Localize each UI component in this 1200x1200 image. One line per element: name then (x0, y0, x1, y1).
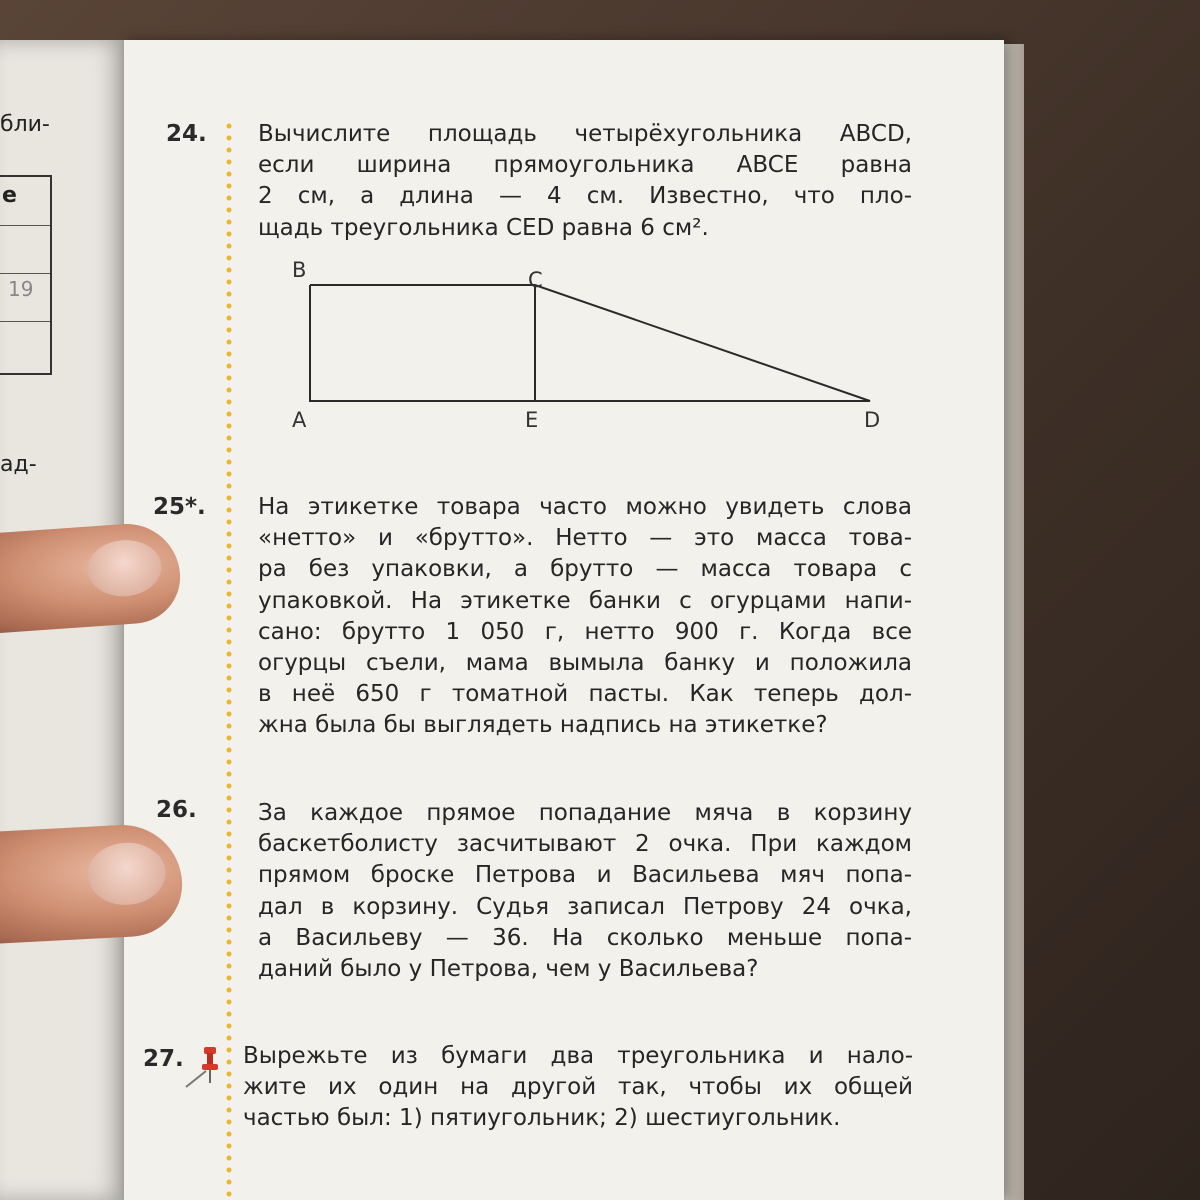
vertex-label-b: B (292, 258, 307, 282)
task-27-text (243, 1041, 913, 1135)
task-number-25: 25*. (153, 494, 206, 520)
fingernail (86, 841, 167, 907)
table-row-divider (0, 273, 50, 274)
vertex-label-a: A (292, 408, 307, 432)
text-line: Вырежьте из бумаги два треугольника и нало- (243, 1043, 913, 1069)
text-line: даний было у Петрова, чем у Васильева? (258, 956, 759, 983)
text-line: сано: брутто 1 050 г, нетто 900 г. Когда все (258, 618, 912, 645)
left-page-fragment-bottom: ад- (0, 452, 37, 477)
vertex-label-c: C (528, 268, 543, 292)
task-number-27: 27. (143, 1046, 184, 1072)
text-line: щадь треугольника CED равна 6 см². (258, 214, 709, 241)
thumb-lower (0, 822, 185, 946)
text-line: За каждое прямое попадание мяча в корзину (258, 800, 912, 826)
text-line: «нетто» и «брутто». Нетто — это масса това- (258, 525, 912, 552)
task-number-26: 26. (156, 797, 197, 823)
text-line: баскетболисту засчитывают 2 очка. При каждом (258, 831, 912, 858)
text-line: 2 см, а длина — 4 см. Известно, что пло- (258, 183, 912, 210)
text-line: частью был: 1) пятиугольник; 2) шестиугольник. (243, 1105, 841, 1132)
vertex-label-e: E (525, 408, 539, 432)
quadrilateral-diagram (270, 255, 910, 435)
left-page-table (0, 175, 52, 375)
table-value-cell: 19 (8, 277, 34, 301)
task-25-text (258, 492, 912, 742)
text-line: упаковкой. На этикетке банки с огурцами напи- (258, 587, 912, 614)
table-row-divider (0, 225, 50, 226)
text-line: если ширина прямоугольника ABCE равна (258, 152, 912, 179)
text-line: дал в корзину. Судья записал Петрову 24 очка, (258, 893, 912, 920)
text-line: жна была бы выглядеть надпись на этикетке? (258, 712, 828, 739)
pushpin-icon (180, 1043, 224, 1097)
table-header-cell: е (2, 183, 17, 208)
dotted-margin-line (226, 120, 232, 1200)
task-26-text (258, 798, 912, 985)
text-line: На этикетке товара часто можно увидеть слова (258, 494, 912, 520)
figure-outline (310, 285, 870, 401)
text-line: а Васильеву — 36. На сколько меньше попа- (258, 924, 912, 951)
task-number-24: 24. (166, 121, 207, 147)
fingernail (86, 538, 164, 599)
text-line: жите их один на другой так, чтобы их общей (243, 1074, 913, 1101)
left-page-fragment-top: бли- (0, 112, 50, 137)
text-line: ра без упаковки, а брутто — масса товара с (258, 556, 912, 583)
text-line: в неё 650 г томатной пасты. Как теперь дол- (258, 681, 912, 708)
text-line: огурцы съели, мама вымыла банку и положила (258, 650, 912, 677)
text-line: прямом броске Петрова и Васильева мяч попа- (258, 862, 912, 889)
table-row-divider (0, 321, 50, 322)
text-line: Вычислите площадь четырёхугольника ABCD, (258, 121, 912, 147)
vertex-label-d: D (864, 408, 881, 432)
task-24-text (258, 119, 912, 244)
